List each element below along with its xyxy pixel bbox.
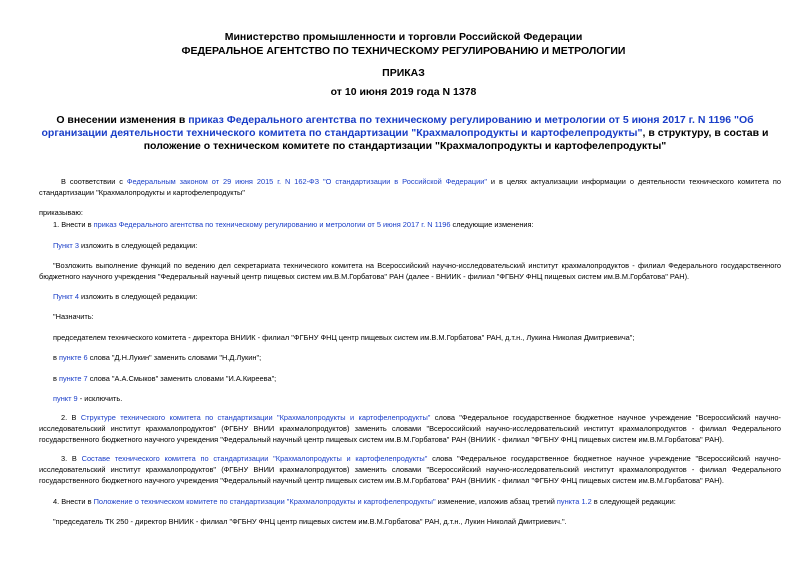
punkt-9-line <box>53 393 781 404</box>
item-2-post: слова "Федеральное государственное бюджетное научное учреждение "Всероссийский научно-исследовательский институт крахмалопродуктов" (ФГБНУ ВНИИ крахмалопродуктов) заменить словами "Всероссийский научно-исследовательский институт крахмалопродуктов - филиал Федерального государственного бюджетного научного учреждения "Федеральный научный центр пищевых систем им.В.М.Горбатова" РАН (ВНИИК - филиал "ФГБНУ ФНЦ пищевых систем им.В.М.Горбатова" РАН). <box>39 413 781 444</box>
composition-link[interactable]: Составе технического комитета по стандартизации "Крахмалопродукты и картофелепродукты" <box>81 454 428 463</box>
item-3-post: слова "Федеральное государственное бюджетное научное учреждение "Всероссийский научно-исследовательский институт крахмалопродуктов" (ФГБНУ ВНИИ крахмалопродуктов) заменить словами "Всероссийский научно-исследовательский институт крахмалопродуктов - филиал Федерального государственного бюджетного научного учреждения "Федеральный научный центр пищевых систем им.В.М.Горбатова" РАН (ВНИИК - филиал "ФГБНУ ФНЦ пищевых систем им.В.М.Горбатова" РАН). <box>39 454 782 485</box>
punkt-4-line <box>53 291 781 302</box>
punkt-4-post: изложить в следующей редакции: <box>78 292 198 301</box>
punkt-1-2-link[interactable]: пункта 1.2 <box>556 497 592 506</box>
intro-pre: В соответствии с <box>61 177 127 186</box>
naznachit-line: "Назначить: <box>53 312 94 321</box>
item-3-pre: 3. В <box>61 454 82 463</box>
ministry-heading: Министерство промышленности и торговли Российской Федерации <box>224 31 583 43</box>
item-4-mid: изменение, изложив абзац третий <box>435 497 557 506</box>
punkt-7-post: слова "А.А.Смыков" заменить словами "И.А.Киреева"; <box>87 374 277 383</box>
item-3 <box>39 453 781 486</box>
item-4-pre: 4. Внести в <box>53 497 94 506</box>
doc-type-heading: ПРИКАЗ <box>382 67 425 79</box>
title-post: , в структуру, в состав и положение о техническом комитете по стандартизации "Крахмалопродукты и картофелепродукты" <box>143 127 769 152</box>
chairman-line: председателем технического комитета - директора ВНИИК - филиал "ФГБНУ ФНЦ центр пищевых систем им.В.М.Горбатова" РАН, д.т.н., Лукина Николая Дмитриевича"; <box>53 333 635 342</box>
item-1 <box>53 219 781 230</box>
federal-law-link[interactable]: Федеральным законом от 29 июня 2015 г. N 162-ФЗ "О стандартизации в Российской Федерации" <box>126 177 488 186</box>
intro-paragraph <box>39 176 781 198</box>
document-title <box>30 114 780 153</box>
punkt-6-post: слова "Д.Н.Лукин" заменить словами "Н.Д.Лукин"; <box>87 353 262 362</box>
structure-link[interactable]: Структуре технического комитета по стандартизации "Крахмалопродукты и картофелепродукты" <box>80 413 431 422</box>
punkt-3-line <box>53 240 781 251</box>
punkt-7-link[interactable]: пункте 7 <box>58 374 88 383</box>
item-1-post: следующие изменения: <box>450 220 534 229</box>
item-4-post: в следующей редакции: <box>591 497 676 506</box>
item-1-pre: 1. Внести в <box>53 220 94 229</box>
punkt-3-post: изложить в следующей редакции: <box>78 241 198 250</box>
title-link[interactable]: приказ Федерального агентства по техническому регулированию и метрологии от 5 июня 2017 г. N 1196 "Об организации деятельности технического комитета по стандартизации "Крахмалопродукты и картофелепродукты" <box>41 114 754 139</box>
punkt-7-pre: в <box>53 374 59 383</box>
doc-date-number: от 10 июня 2019 года N 1378 <box>330 86 477 98</box>
punkt-4-link[interactable]: Пункт 4 <box>53 292 79 301</box>
punkt-6-pre: в <box>53 353 59 362</box>
intro-post: и в целях актуализации информации о деятельности технического комитета по стандартизации "Крахмалопродукты и картофелепродукты" <box>39 177 782 197</box>
punkt-6-link[interactable]: пункте 6 <box>58 353 88 362</box>
item-2 <box>39 412 781 445</box>
punkt-3-link[interactable]: Пункт 3 <box>53 241 79 250</box>
punkt-9-post: - исключить. <box>77 394 123 403</box>
quote-secretariat: "Возложить выполнение функций по ведению дел секретариата технического комитета на Всероссийский научно-исследовательский институт крахмалопродуктов - филиал Федерального государственного бюджетного научного учреждения "Федеральный научный центр пищевых систем им.В.М.Горбатова" РАН (далее - ВНИИК - филиал "ФГБНУ ФНЦ пищевых систем им.В.М.Горбатова" РАН). <box>39 261 781 281</box>
item-2-pre: 2. В <box>61 413 81 422</box>
quote-tk-250: "председатель ТК 250 - директор ВНИИК - филиал "ФГБНУ ФНЦ центр пищевых систем им.В.М.Горбатова" РАН, д.т.н., Лукин Николай Дмитриевич.". <box>53 517 567 526</box>
punkt-6-line <box>53 352 781 363</box>
punkt-9-link[interactable]: пункт 9 <box>53 394 78 403</box>
item-4 <box>53 496 781 507</box>
agency-heading: ФЕДЕРАЛЬНОЕ АГЕНТСТВО ПО ТЕХНИЧЕСКОМУ РЕГУЛИРОВАНИЮ И МЕТРОЛОГИИ <box>181 45 626 57</box>
order-1196-link[interactable]: приказ Федерального агентства по техническому регулированию и метрологии от 5 июня 2017 г. N 1196 <box>93 220 451 229</box>
orders-line: приказываю: <box>39 208 83 217</box>
regulation-link[interactable]: Положение о техническом комитете по стандартизации "Крахмалопродукты и картофелепродукты" <box>93 497 436 506</box>
punkt-7-line <box>53 373 781 384</box>
title-pre: О внесении изменения в <box>56 114 189 126</box>
